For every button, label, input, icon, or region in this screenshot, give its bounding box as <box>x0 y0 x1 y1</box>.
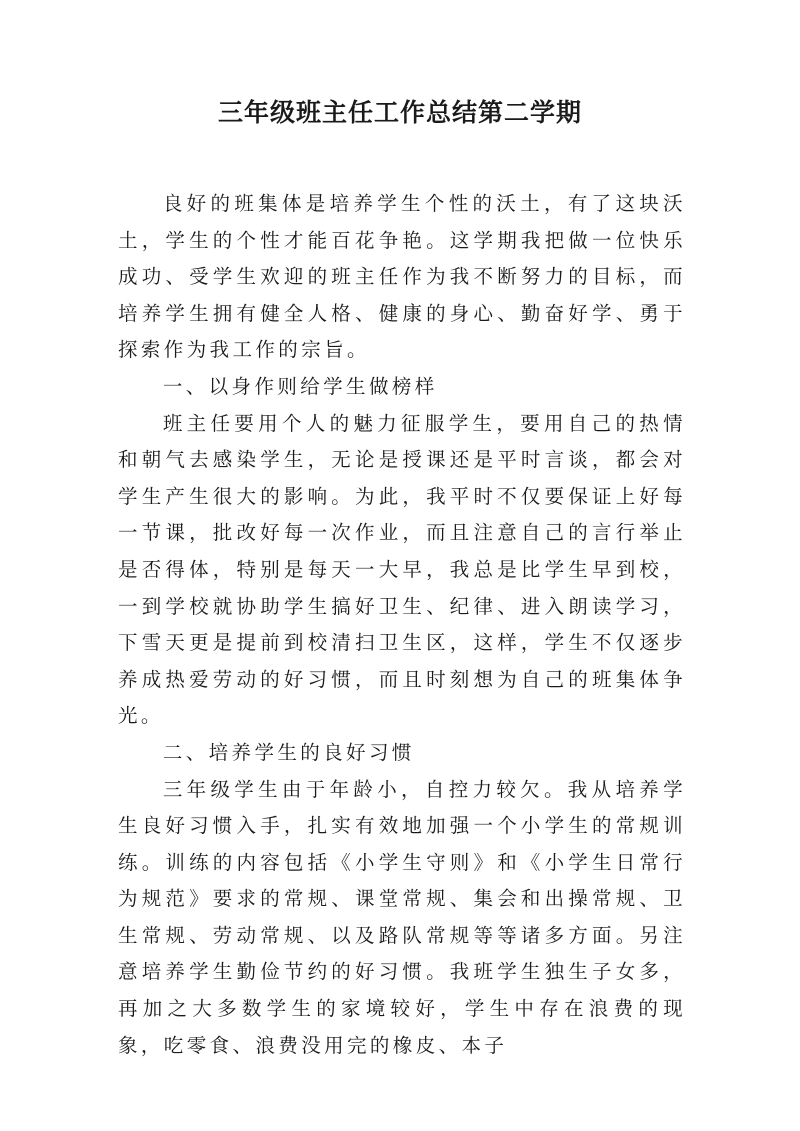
paragraph-intro: 良好的班集体是培养学生个性的沃土，有了这块沃土，学生的个性才能百花争艳。这学期我把做一位快乐成功、受学生欢迎的班主任作为我不断努力的目标，而培养学生拥有健全人格、健康的身心、勤奋好学、勇于探索作为我工作的宗旨。 <box>118 192 686 362</box>
document-title: 三年级班主任工作总结第二学期 <box>217 98 582 127</box>
paragraph-section-1: 班主任要用个人的魅力征服学生，要用自己的热情和朝气去感染学生，无论是授课还是平时言谈，都会对学生产生很大的影响。为此，我平时不仅要保证上好每一节课，批改好每一次作业，而且注意自己的言行举止是否得体，特别是每天一大早，我总是比学生早到校，一到学校就协助学生搞好卫生、纪律、进入朗读学习，下雪天更是提前到校清扫卫生区，这样，学生不仅逐步养成热爱劳动的好习惯，而且时刻想为自己的班集体争光。 <box>118 411 686 728</box>
paragraph-section-2: 三年级学生由于年龄小，自控力较欠。我从培养学生良好习惯入手，扎实有效地加强一个小学生的常规训练。训练的内容包括《小学生守则》和《小学生日常行为规范》要求的常规、课堂常规、集会和出操常规、卫生常规、劳动常规、以及路队常规等等诸多方面。另注意培养学生勤俭节约的好习惯。我班学生独生子女多，再加之大多数学生的家境较好，学生中存在浪费的现象，吃零食、浪费没用完的橡皮、本子 <box>118 777 686 1057</box>
document-body <box>118 186 686 1064</box>
section-heading-1: 一、以身作则给学生做榜样 <box>162 374 438 398</box>
section-heading-2: 二、培养学生的良好习惯 <box>162 740 415 764</box>
